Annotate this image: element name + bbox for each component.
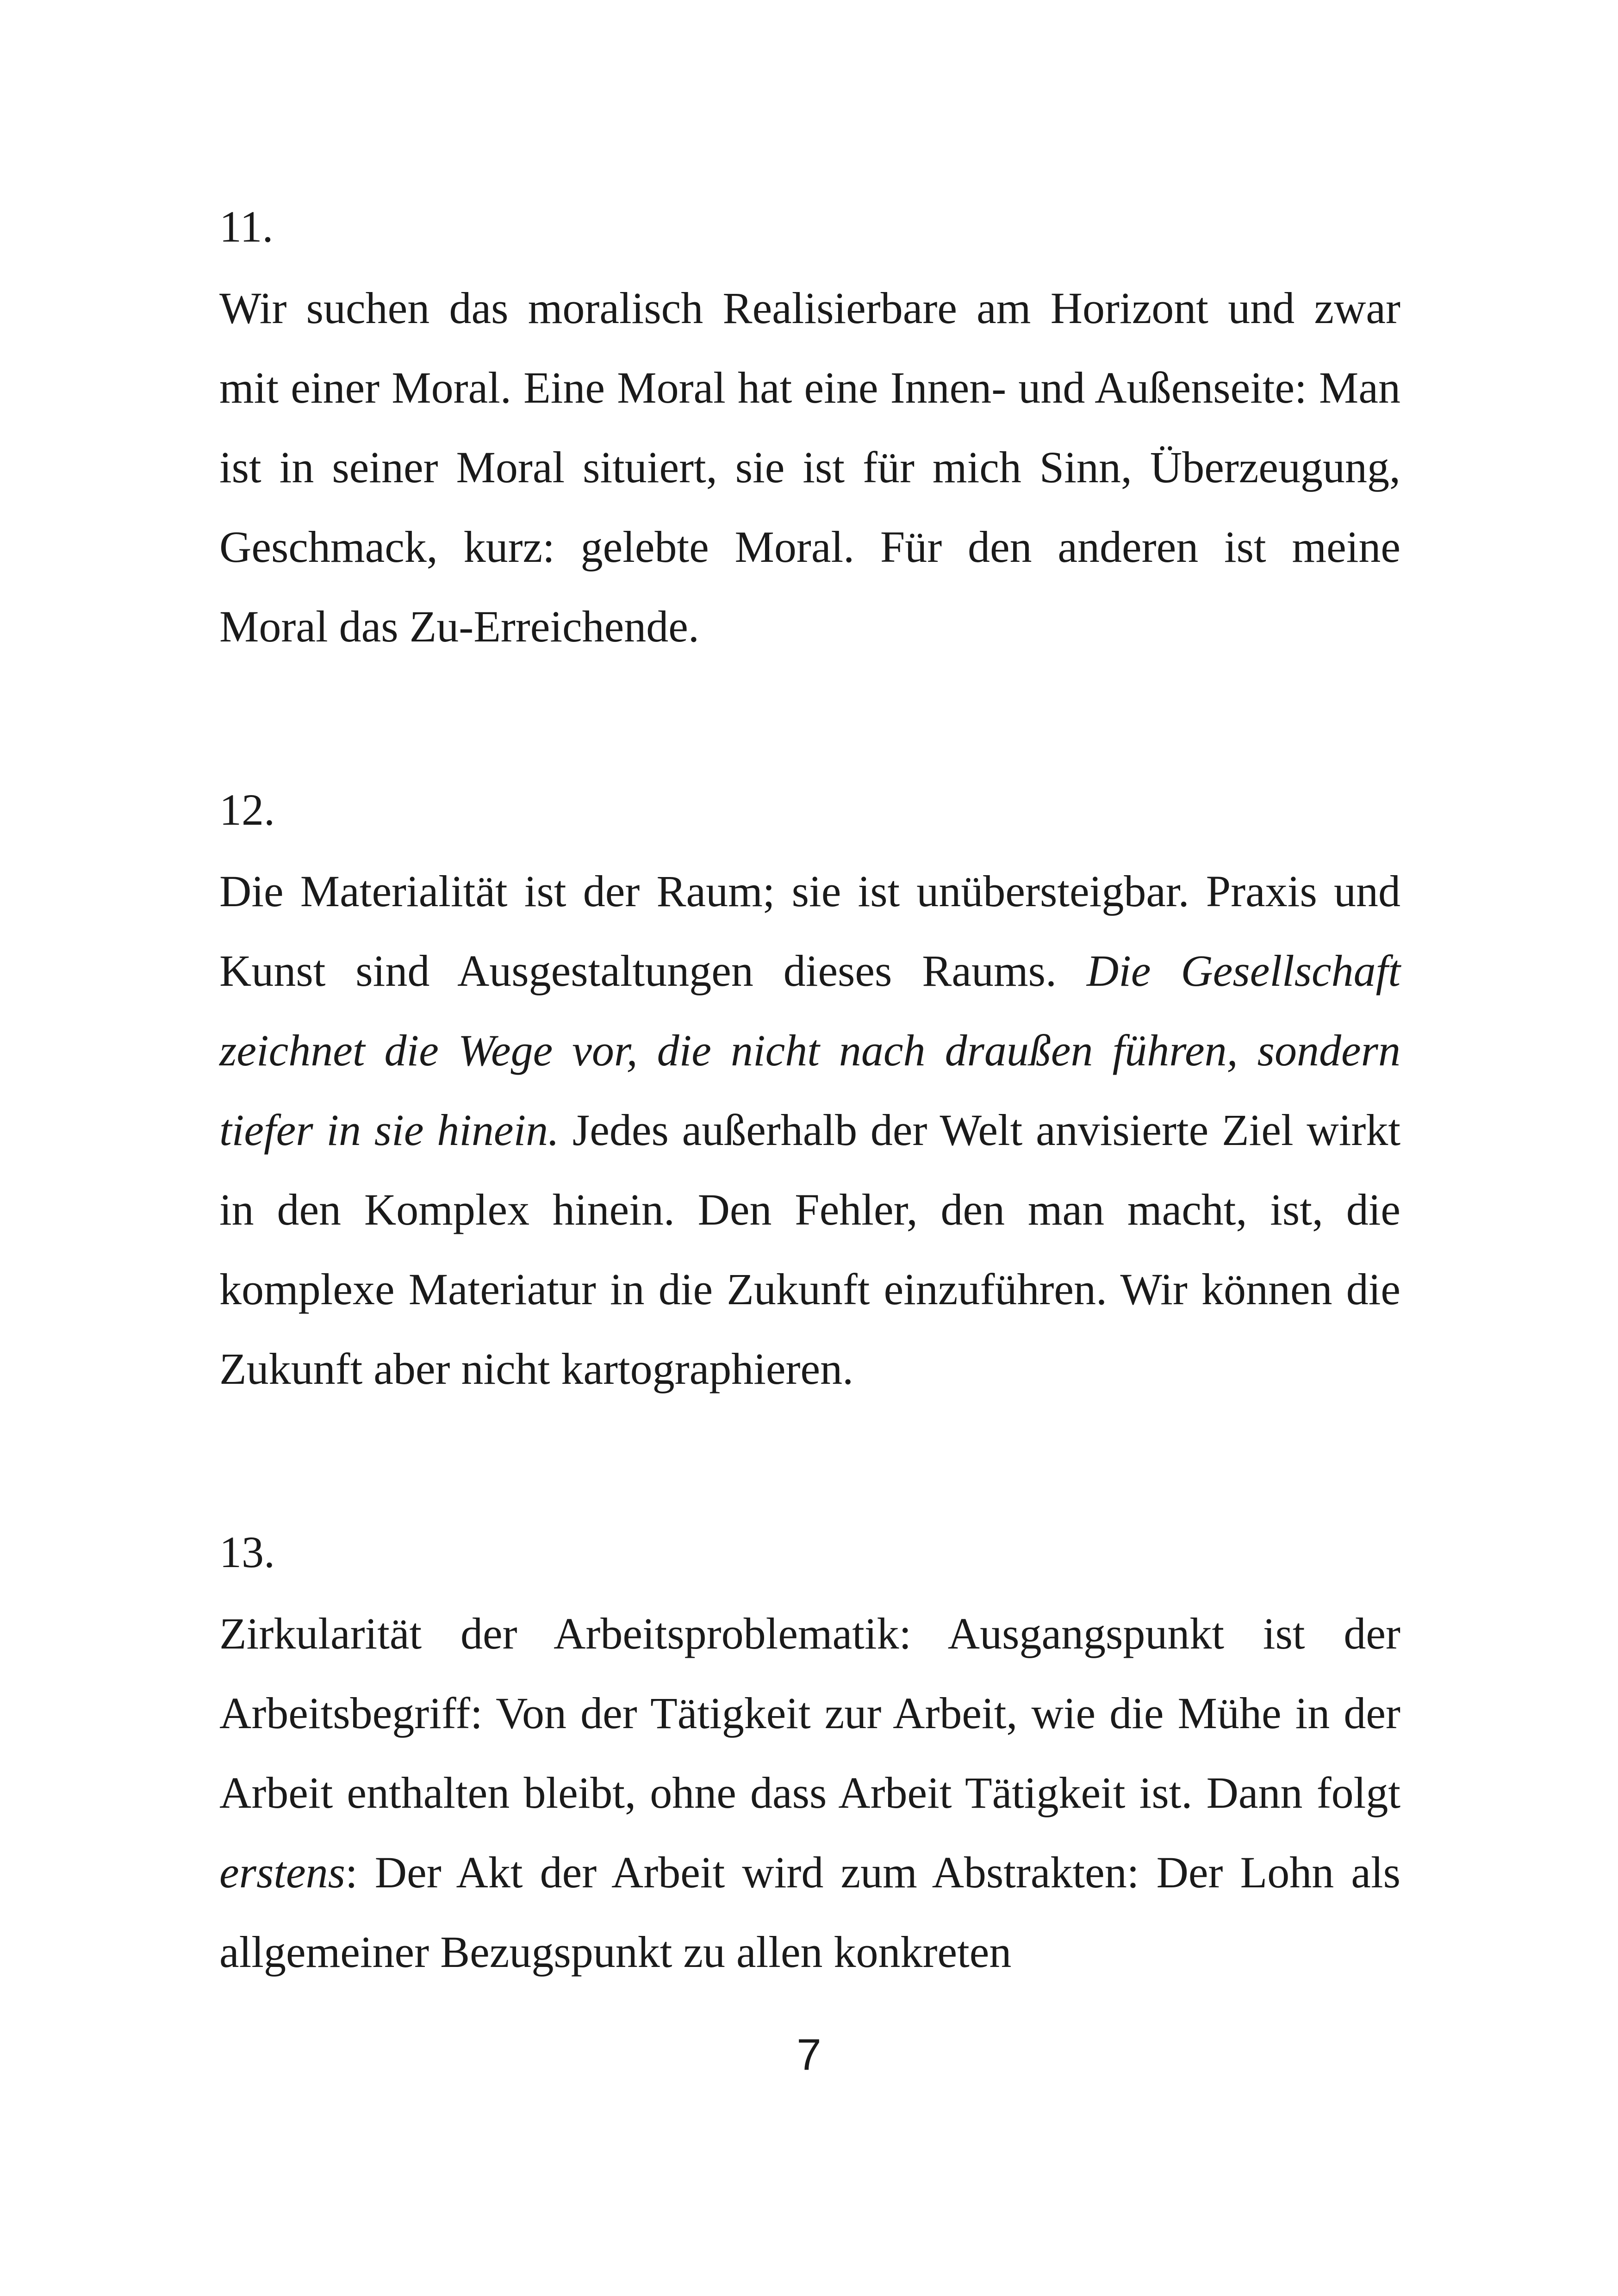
italic-text: erstens xyxy=(219,1848,345,1897)
section-number: 12. xyxy=(219,785,275,834)
document-page xyxy=(219,204,1400,1992)
section-12 xyxy=(219,787,1400,1409)
section-paragraph xyxy=(219,852,1400,1409)
paragraph-text: Jedes außerhalb der Welt anvisierte Ziel wirkt in den Komplex hinein. Den Fehler, den man macht, ist, die komplexe Materiatur in die Zukunft einzuführen. Wir können die Zukunft aber nicht kartographieren. xyxy=(219,1105,1401,1394)
section-number: 13. xyxy=(219,1527,275,1577)
paragraph-text: : Der Akt der Arbeit wird zum Abstrakten: Der Lohn als allgemeiner Bezugspunkt zu allen konkreten xyxy=(219,1848,1400,1977)
section-paragraph xyxy=(219,1594,1400,1992)
section-13 xyxy=(219,1529,1400,1992)
section-11 xyxy=(219,204,1400,666)
page-number: 7 xyxy=(797,2030,821,2079)
italic-text: Die Gesellschaft zeichnet die Wege vor, die nicht nach draußen führen, sondern tiefer in sie hinein. xyxy=(219,946,1401,1155)
paragraph-text: Zirkularität der Arbeitsproblematik: Ausgangspunkt ist der Arbeitsbegriff: Von der Tätigkeit zur Arbeit, wie die Mühe in der Arbeit enthalten bleibt, ohne dass Arbeit Tätigkeit ist. Dann folgt xyxy=(219,1609,1400,1817)
section-paragraph: Wir suchen das moralisch Realisierbare am Horizont und zwar mit einer Moral. Eine Moral hat eine Innen- und Außenseite: Man ist in seiner Moral situiert, sie ist für mich Sinn, Überzeugung, Geschmack, kurz: gelebte Moral. Für den anderen ist meine Moral das Zu-Erreichende. xyxy=(219,283,1400,651)
paragraph-text: Die Materialität ist der Raum; sie ist unübersteigbar. Praxis und Kunst sind Ausgestaltungen dieses Raums. xyxy=(219,866,1400,996)
section-number: 11. xyxy=(219,202,274,251)
